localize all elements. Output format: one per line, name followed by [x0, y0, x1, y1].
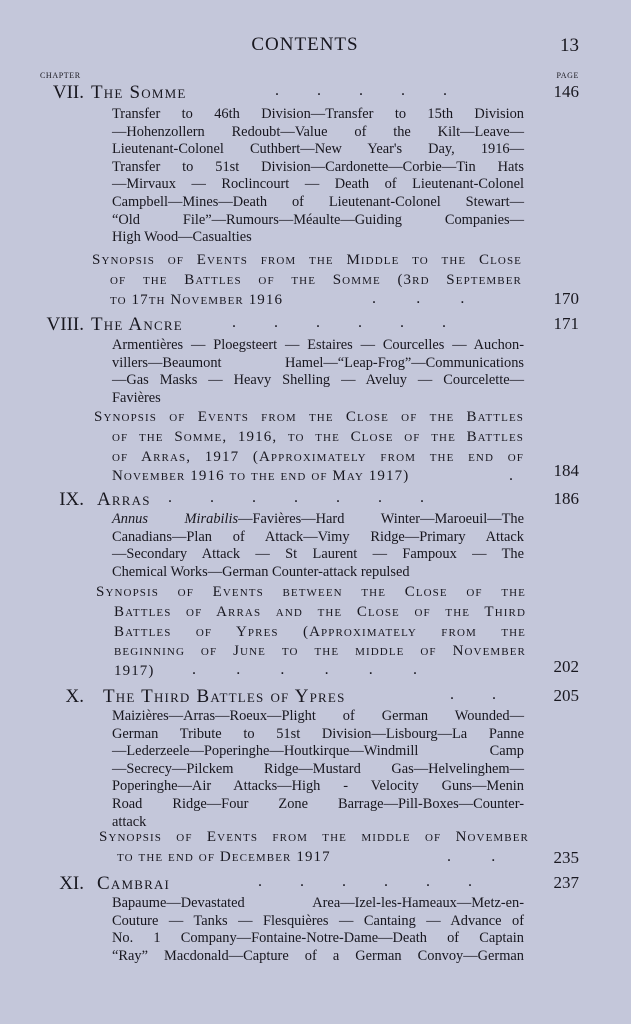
summary-italic: Annus Mirabilis — [112, 511, 239, 527]
synopsis — [92, 251, 522, 310]
summary-line — [112, 511, 524, 529]
synopsis-line: beginning of June to the middle of November — [114, 643, 526, 660]
synopsis-line: 1917) — [114, 663, 155, 680]
leader-dots: . — [509, 467, 515, 484]
synopsis-line: Synopsis of Events from the Middle to the Close — [92, 252, 522, 268]
chapter-heading — [0, 314, 631, 338]
chapter-page: 237 — [553, 873, 579, 892]
chapter-title: The Ancre — [91, 314, 183, 335]
summary-line: Road Ridge—Four Zone Barrage—Pill-Boxes—Counter- — [112, 795, 524, 812]
chapter-number: XI. — [59, 873, 84, 894]
page-column-label: PAGE — [556, 71, 579, 80]
chapter-page: 171 — [553, 314, 579, 333]
summary-line: —Secondary Attack — St Laurent — Fampoux — The — [112, 546, 524, 563]
chapter-number: X. — [65, 686, 84, 707]
synopsis-line: Battles of Ypres (Approximately from the — [114, 623, 526, 640]
summary-line: High Wood—Casualties — [112, 229, 252, 246]
chapter-summary — [112, 895, 524, 965]
summary-line: Lieutenant-Colonel Cuthbert—New Year's Day, 1916— — [112, 141, 524, 158]
chapter-title: Cambrai — [97, 873, 171, 894]
synopsis-line: of Arras, 1917 (Approximately from the end of — [112, 448, 524, 465]
chapter-entry-ix — [0, 489, 631, 680]
summary-line: —Secrecy—Pilckem Ridge—Mustard Gas—Helvelinghem— — [112, 760, 524, 777]
summary-line: attack — [112, 813, 147, 830]
summary-line: Poperinghe—Air Attacks—High - Velocity Guns—Menin — [112, 778, 524, 795]
leader-dots: . . . . . . . — [168, 489, 424, 506]
synopsis-line: to the end of December 1917 — [117, 848, 331, 865]
chapter-heading — [0, 489, 631, 513]
chapter-entry-x — [0, 686, 631, 867]
summary-line: villers—Beaumont Hamel—“Leap-Frog”—Communications — [112, 354, 524, 371]
summary-line: —Hohenzollern Redoubt—Value of the Kilt—Leave— — [112, 123, 524, 140]
synopsis — [94, 408, 524, 487]
running-head — [0, 34, 631, 60]
summary-line: No. 1 Company—Fontaine-Notre-Dame—Death of Captain — [112, 930, 524, 947]
synopsis-line: November 1916 to the end of May 1917) — [112, 468, 410, 485]
leader-dots: . . . . . — [275, 82, 447, 99]
summary-line: Bapaume—Devastated Area—Izel-les-Hameaux—Metz-en- — [112, 895, 524, 911]
chapter-summary — [112, 106, 524, 247]
summary-line: —Lederzeele—Poperinghe—Houtkirque—Windmill Camp — [112, 743, 524, 760]
summary-line: Canadians—Plan of Attack—Vimy Ridge—Primary Attack — [112, 528, 524, 545]
chapter-heading — [0, 82, 631, 106]
summary-line: —Mirvaux — Roclincourt — Death of Lieutenant-Colonel — [112, 176, 524, 193]
summary-line: Maizières—Arras—Roeux—Plight of German Wounded— — [112, 708, 524, 724]
summary-line: Chemical Works—German Counter-attack repulsed — [112, 563, 410, 580]
leader-dots: . . . . . . — [232, 314, 446, 331]
summary-line: Armentières — Ploegsteert — Estaires — Courcelles — Auchon- — [112, 337, 524, 353]
synopsis-line: of the Battles of the Somme (3rd September — [110, 271, 522, 288]
chapter-number: VII. — [52, 82, 84, 103]
synopsis-page: 170 — [553, 289, 579, 308]
chapter-heading — [0, 873, 631, 897]
chapter-title: The Third Battles of Ypres — [103, 686, 346, 707]
summary-line: Transfer to 51st Division—Cardonette—Corbie—Tin Hats — [112, 158, 524, 175]
chapter-entry-viii — [0, 314, 631, 485]
chapter-title: Arras — [97, 489, 151, 510]
synopsis — [96, 583, 526, 682]
chapter-number: VIII. — [46, 314, 84, 335]
page-number: 13 — [560, 35, 579, 56]
summary-line-rest: —Favières—Hard Winter—Maroeuil—The — [238, 511, 524, 527]
summary-line: “Ray” Macdonald—Capture of a German Convoy—German — [112, 947, 524, 964]
summary-line: Campbell—Mines—Death of Lieutenant-Colonel Stewart— — [112, 193, 524, 210]
synopsis-page: 202 — [553, 657, 579, 676]
chapter-page: 205 — [553, 686, 579, 705]
summary-line: Couture — Tanks — Flesquières — Cantaing — Advance of — [112, 912, 524, 929]
chapter-entry-vii — [0, 82, 631, 308]
synopsis-line: of the Somme, 1916, to the Close of the Battles — [112, 428, 524, 445]
leader-dots: . . — [447, 848, 497, 865]
synopsis-line: Synopsis of Events from the Close of the Battles — [94, 409, 524, 425]
page-title: CONTENTS — [251, 34, 359, 55]
chapter-summary — [112, 708, 524, 831]
summary-line: German Tribute to 51st Division—Lisbourg—La Panne — [112, 725, 524, 742]
synopsis — [99, 828, 529, 868]
chapter-entry-xi — [0, 873, 631, 964]
chapter-summary — [112, 511, 524, 581]
summary-line: Transfer to 46th Division—Transfer to 15th Division — [112, 106, 524, 122]
chapter-heading — [0, 686, 631, 710]
chapter-page: 146 — [553, 82, 579, 101]
leader-dots: . . — [450, 686, 496, 703]
chapter-summary — [112, 337, 524, 407]
leader-dots: . . . — [372, 290, 466, 307]
leader-dots: . . . . . . — [258, 873, 472, 890]
leader-dots: . . . . . . — [192, 661, 419, 678]
synopsis-page: 184 — [553, 461, 579, 480]
synopsis-line: Synopsis of Events between the Close of the — [96, 584, 526, 600]
synopsis-page: 235 — [553, 848, 579, 867]
synopsis-line: Synopsis of Events from the middle of November — [99, 829, 529, 845]
summary-line: —Gas Masks — Heavy Shelling — Aveluy — Courcelette— — [112, 372, 524, 389]
synopsis-line: Battles of Arras and the Close of the Third — [114, 603, 526, 620]
chapter-title: The Somme — [91, 82, 187, 103]
synopsis-line: to 17th November 1916 — [110, 291, 284, 308]
chapter-page: 186 — [553, 489, 579, 508]
chapter-number: IX. — [59, 489, 84, 510]
summary-line: “Old File”—Rumours—Méaulte—Guiding Companies— — [112, 211, 524, 228]
summary-line: Favières — [112, 389, 161, 406]
chapter-column-label: CHAPTER — [40, 71, 81, 80]
